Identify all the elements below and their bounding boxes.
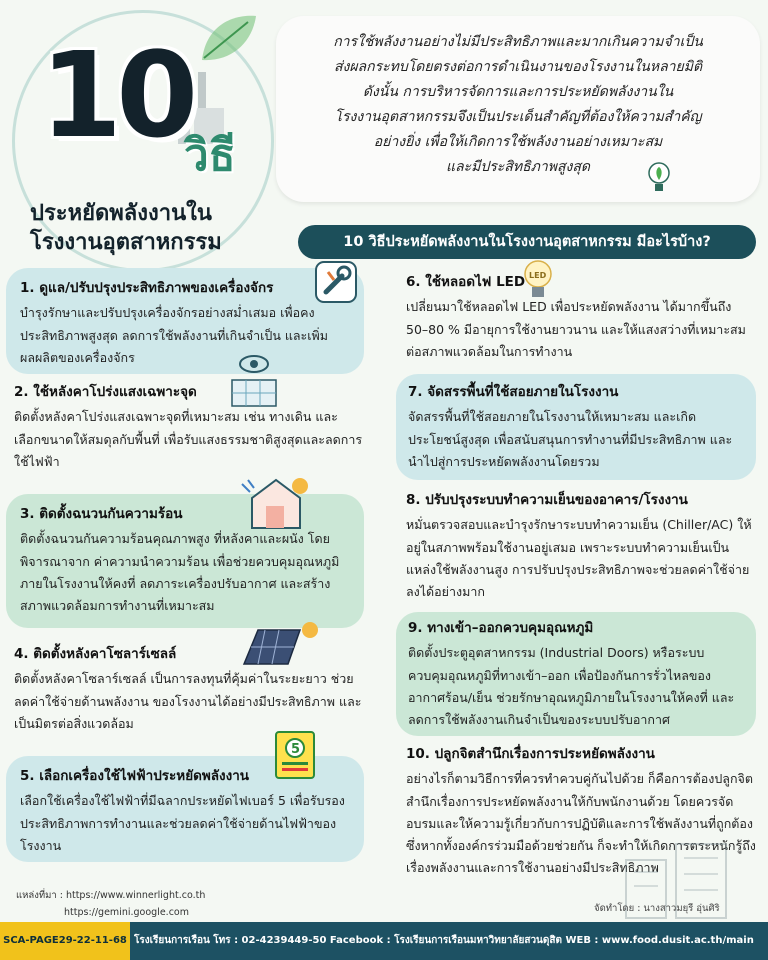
intro-line: อย่างยิ่ง เพื่อให้เกิดการใช้พลังงานอย่างเหมาะสม (373, 133, 663, 150)
intro-line: การใช้พลังงานอย่างไม่มีประสิทธิภาพและมากเกินความจำเป็น (333, 34, 703, 50)
footer-contact: โรงเรียนการเรือน โทร : 02-4239449-50 Facebook : โรงเรียนการเรือนมหาวิทยาลัยสวนดุสิต WEB : www.food.dusit.ac.th/main (134, 935, 754, 946)
question-banner: 10 วิธีประหยัดพลังงานในโรงงานอุตสาหกรรม มีอะไรบ้าง? (298, 225, 756, 259)
tip-title: 7. จัดสรรพื้นที่ใช้สอยภายในโรงงาน (408, 384, 619, 400)
title-number: 10 (40, 26, 193, 164)
source-credit (16, 888, 205, 921)
tip-title: 6. ใช้หลอดไฟ LED (406, 274, 526, 290)
tip-item-7 (396, 374, 756, 480)
tip-body: เลือกใช้เครื่องใช้ไฟฟ้าที่มีฉลากประหยัดไฟเบอร์ 5 เพื่อรับรองประสิทธิภาพการทำงานและช่วยลดค่าใช้จ่ายด้านไฟฟ้าของโรงงาน (20, 793, 345, 853)
tip-title: 10. ปลูกจิตสำนึกเรื่องการประหยัดพลังงาน (406, 746, 655, 762)
tip-item-2 (14, 382, 364, 482)
intro-line: และมีประสิทธิภาพสูงสุด (446, 158, 590, 175)
energy-label-icon (272, 730, 320, 782)
tip-body: เปลี่ยนมาใช้หลอดไฟ LED เพื่อประหยัดพลังงาน ได้มากขึ้นถึง 50–80 % มีอายุการใช้งานยาวนาน และให้แสงสว่างที่เหมาะสมต่อสภาพแวดล้อมในการทำงาน (406, 299, 746, 359)
intro-line: โรงงานอุตสาหกรรมจึงเป็นประเด็นสำคัญที่ต้องให้ความสำคัญ (334, 108, 702, 125)
bulb-plant-icon (646, 160, 672, 194)
insulation-house-icon (238, 474, 314, 534)
svg-text:LED: LED (529, 271, 547, 280)
tip-body: ติดตั้งประตูอุตสาหกรรม (Industrial Doors) หรือระบบควบคุมอุณหภูมิที่ทางเข้า–ออก เพื่อป้องกันการรั่วไหลของอากาศร้อน/เย็น ช่วยรักษาอุณหภูมิภายในโรงงานให้คงที่ และลดการใช้พลังงานเกินจำเป็นของระบบปรับอากาศ (408, 645, 735, 727)
tip-body: ติดตั้งหลังคาโปร่งแสงเฉพาะจุดที่เหมาะสม เช่น ทางเดิน และเลือกขนาดให้สมดุลกับพื้นที่ เพื่อรับแสงธรรมชาติสูงสุดและลดการใช้ไฟฟ้า (14, 409, 363, 469)
tip-title: 8. ปรับปรุงระบบทำความเย็นของอาคาร/โรงงาน (406, 492, 688, 508)
footer-code: SCA-PAGE29-22-11-68 (0, 922, 130, 960)
tip-title: 3. ติดตั้งฉนวนกันความร้อน (20, 506, 183, 522)
led-bulb-icon (518, 256, 558, 302)
tip-title: 1. ดูแล/ปรับปรุงประสิทธิภาพของเครื่องจักร (20, 280, 274, 296)
intro-line: ส่งผลกระทบโดยตรงต่อการดำเนินงานของโรงงานในหลายมิติ (333, 58, 703, 75)
tip-title: 4. ติดตั้งหลังคาโซลาร์เซลล์ (14, 646, 177, 662)
tip-body: อย่างไรก็ตามวิธีการที่ควรทำควบคู่กันไปด้วย ก็คือการต้องปลูกจิตสำนึกเรื่องการประหยัดพลังงานให้กับพนักงานด้วย โดยควรจัดอบรมและให้ความรู้เกี่ยวกับการปฏิบัติและการใช้พลังงานที่ถูกต้อง ซึ่งหากทั้งองค์กรร่วมมือด้วยช่วยกัน ก็จะทำให้เกิดการตระหนักรู้ถึงเรื่องพลังงานและการใช้งานอย่างมีประสิทธิภาพ (406, 771, 756, 876)
footer-bar (0, 922, 768, 960)
tip-body: บำรุงรักษาและปรับปรุงเครื่องจักรอย่างสม่ำเสมอ เพื่อคงประสิทธิภาพสูงสุด ลดการใช้พลังงานที่เกินจำเป็น และเพิ่มผลผลิตของเครื่องจักร (20, 305, 329, 365)
tip-item-8 (406, 490, 756, 610)
wrench-icon (312, 256, 360, 306)
tip-item-6 (406, 272, 756, 368)
author-credit: จัดทำโดย : นางสาวมยุรี อุ่นศิริ (594, 903, 720, 914)
tip-body: ติดตั้งฉนวนกันความร้อนคุณภาพสูง ที่หลังคาและผนัง โดยพิจารณาจาก ค่าความนำความร้อน เพื่อช่วยควบคุมอุณหภูมิภายในโรงงานให้คงที่ ลดภาระเครื่องปรับอากาศ และสร้างสภาพแวดล้อมการทำงานที่เหมาะสม (20, 531, 340, 613)
source-line-2: https://gemini.google.com (64, 906, 189, 918)
solar-panel-icon (240, 618, 322, 670)
tip-body: หมั่นตรวจสอบและบำรุงรักษาระบบทำความเย็น (Chiller/AC) ให้อยู่ในสภาพพร้อมใช้งานอยู่เสมอ เพราะระบบทำความเย็นเป็นแหล่งใช้พลังงานสูง การปรับปรุงประสิทธิภาพจะช่วยลดค่าใช้จ่ายลงได้อย่างมาก (406, 517, 752, 599)
tip-title: 5. เลือกเครื่องใช้ไฟฟ้าประหยัดพลังงาน (20, 768, 250, 784)
title-word: วิธี (184, 130, 236, 181)
leaf-icon (196, 10, 260, 66)
page-subtitle (30, 200, 280, 257)
source-line-1: แหล่งที่มา : https://www.winnerlight.co.th (16, 890, 206, 901)
svg-text:5: 5 (291, 742, 301, 757)
tip-body: ติดตั้งหลังคาโซลาร์เซลล์ เป็นการลงทุนที่คุ้มค่าในระยะยาว ช่วยลดค่าใช้จ่ายด้านพลังงาน ของโรงงานได้อย่างมีประสิทธิภาพ และเป็นมิตรต่อสิ่งแวดล้อม (14, 671, 362, 731)
tip-title: 2. ใช้หลังคาโปร่งแสงเฉพาะจุด (14, 384, 197, 400)
subtitle-line-2: โรงงานอุตสาหกรรม (30, 229, 222, 255)
intro-line: ดังนั้น การบริหารจัดการและการประหยัดพลังงานใน (362, 83, 674, 100)
skylight-icon (222, 352, 286, 414)
subtitle-line-1: ประหยัดพลังงานใน (30, 201, 212, 226)
tip-item-9 (396, 612, 756, 736)
intro-bubble (276, 16, 760, 202)
tip-body: จัดสรรพื้นที่ใช้สอยภายในโรงงานให้เหมาะสม และเกิดประโยชน์สูงสุด เพื่อสนับสนุนการทำงานที่มีประสิทธิภาพ และนำไปสู่การประหยัดพลังงานโดยรวม (408, 409, 733, 469)
tip-item-1 (6, 268, 364, 374)
tip-title: 9. ทางเข้า–ออกควบคุมอุณหภูมิ (408, 620, 594, 636)
